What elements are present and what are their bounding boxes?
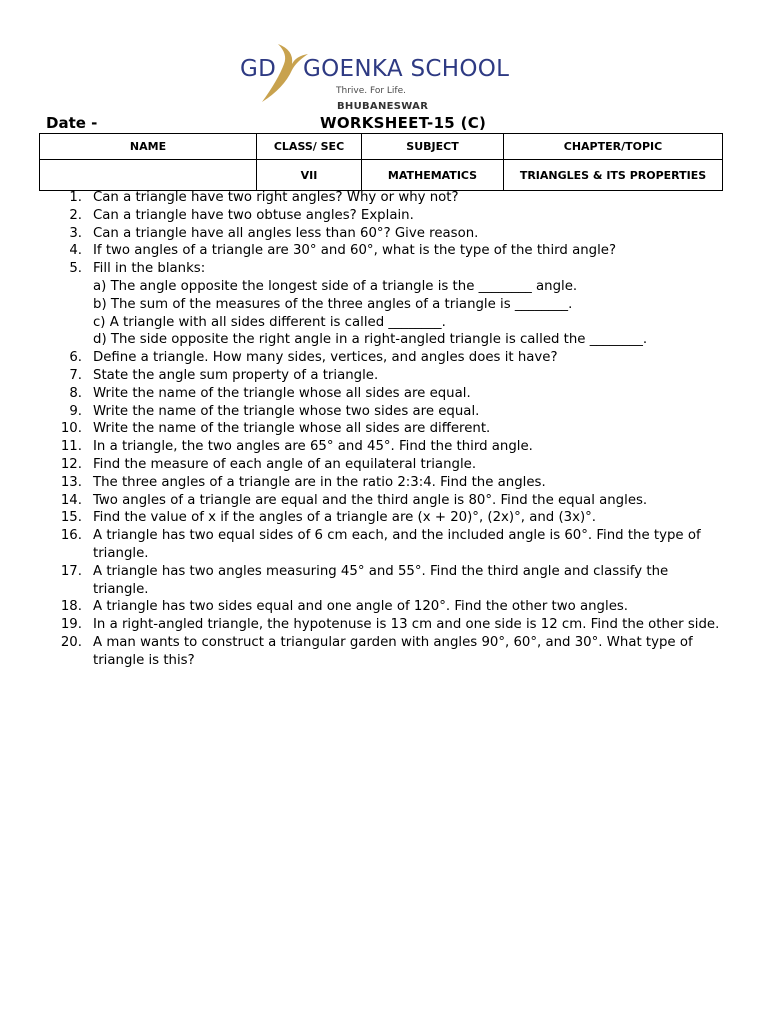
question-text: Write the name of the triangle whose all sides are equal.: [93, 385, 471, 401]
info-header-row: [40, 134, 723, 160]
question-item: [56, 225, 726, 243]
question-item: [56, 385, 726, 403]
header-class: CLASS/ SEC: [257, 134, 362, 160]
question-text: Find the value of x if the angles of a triangle are (x + 20)°, (2x)°, and (3x)°.: [93, 510, 597, 526]
question-text: Write the name of the triangle whose two sides are equal.: [93, 403, 480, 419]
fill-blank-item: c) A triangle with all sides different is called ________.: [93, 314, 446, 330]
school-logo: [238, 42, 538, 114]
question-item: [56, 438, 726, 456]
question-text: Two angles of a triangle are equal and the third angle is 80°. Find the equal angles.: [93, 492, 648, 508]
question-number: 8.: [69, 385, 82, 401]
question-number: 7.: [69, 367, 82, 383]
question-text: A man wants to construct a triangular garden with angles 90°, 60°, and 30°. What type of triangle is this?: [93, 634, 693, 668]
question-number: 4.: [69, 243, 82, 259]
question-number: 20.: [60, 634, 82, 650]
question-number: 6.: [69, 350, 82, 366]
question-number: 9.: [69, 403, 82, 419]
question-text: Fill in the blanks:: [93, 261, 206, 277]
question-item: [56, 207, 726, 225]
question-text: A triangle has two equal sides of 6 cm each, and the included angle is 60°. Find the type of triangle.: [93, 528, 701, 561]
value-class: VII: [257, 160, 362, 191]
question-item: [56, 403, 726, 421]
logo-gd: GD: [240, 56, 277, 82]
question-number: 15.: [60, 510, 82, 526]
logo-tagline: Thrive. For Life.: [336, 86, 406, 96]
question-number: 18.: [60, 599, 82, 615]
question-number: 1.: [69, 190, 82, 205]
question-text: Write the name of the triangle whose all sides are different.: [93, 421, 491, 437]
question-item: [56, 474, 726, 492]
question-text: Can a triangle have all angles less than 60°? Give reason.: [93, 225, 479, 241]
question-item: [56, 634, 726, 670]
question-number: 14.: [60, 492, 82, 508]
question-item: [56, 563, 726, 599]
date-label: Date -: [46, 114, 98, 132]
question-item: [56, 242, 726, 260]
question-item: [56, 456, 726, 474]
question-item: [56, 492, 726, 510]
fill-blank-item: b) The sum of the measures of the three angles of a triangle is ________.: [93, 296, 573, 312]
question-item: [56, 616, 726, 634]
logo-city: BHUBANESWAR: [337, 101, 429, 112]
question-number: 13.: [60, 474, 82, 490]
question-text: If two angles of a triangle are 30° and 60°, what is the type of the third angle?: [93, 243, 617, 259]
question-text: Define a triangle. How many sides, vertices, and angles does it have?: [93, 350, 558, 366]
question-text: A triangle has two angles measuring 45° and 55°. Find the third angle and classify the triangle.: [93, 563, 669, 597]
question-item: [56, 349, 726, 367]
question-list: [56, 189, 726, 670]
question-item: [56, 598, 726, 616]
question-text: State the angle sum property of a triangle.: [93, 367, 379, 383]
fill-blank-item: a) The angle opposite the longest side of a triangle is the ________ angle.: [93, 278, 578, 294]
question-text: Find the measure of each angle of an equilateral triangle.: [93, 456, 477, 472]
question-number: 5.: [69, 261, 82, 277]
worksheet-title: WORKSHEET-15 (C): [320, 114, 487, 132]
value-chapter: TRIANGLES & ITS PROPERTIES: [504, 160, 723, 191]
question-text: In a triangle, the two angles are 65° and 45°. Find the third angle.: [93, 439, 533, 455]
question-text: Can a triangle have two obtuse angles? Explain.: [93, 207, 414, 223]
question-text: A triangle has two sides equal and one angle of 120°. Find the other two angles.: [93, 599, 629, 615]
question-number: 10.: [60, 421, 82, 437]
header-subject: SUBJECT: [362, 134, 504, 160]
info-value-row: [40, 160, 723, 191]
question-text: The three angles of a triangle are in the ratio 2:3:4. Find the angles.: [93, 474, 546, 490]
question-text: In a right-angled triangle, the hypotenuse is 13 cm and one side is 12 cm. Find the other side.: [93, 617, 720, 633]
header-name: NAME: [40, 134, 257, 160]
question-text: Can a triangle have two right angles? Why or why not?: [93, 190, 459, 205]
question-number: 19.: [60, 617, 82, 633]
question-item: [56, 189, 726, 207]
question-item: [56, 420, 726, 438]
question-item: [56, 367, 726, 385]
header-chapter: CHAPTER/TOPIC: [504, 134, 723, 160]
question-number: 17.: [60, 563, 82, 579]
logo-school-name: GOENKA SCHOOL: [303, 56, 510, 82]
question-item: [56, 509, 726, 527]
question-item: [56, 527, 726, 563]
question-number: 2.: [69, 207, 82, 223]
info-table: [39, 133, 723, 191]
value-name[interactable]: [40, 160, 257, 191]
question-number: 11.: [60, 439, 82, 455]
question-number: 16.: [60, 528, 82, 544]
question-item: [56, 260, 726, 278]
fill-blank-item: d) The side opposite the right angle in a right-angled triangle is called the ________.: [93, 332, 648, 348]
question-number: 3.: [69, 225, 82, 241]
question-number: 12.: [60, 456, 82, 472]
value-subject: MATHEMATICS: [362, 160, 504, 191]
